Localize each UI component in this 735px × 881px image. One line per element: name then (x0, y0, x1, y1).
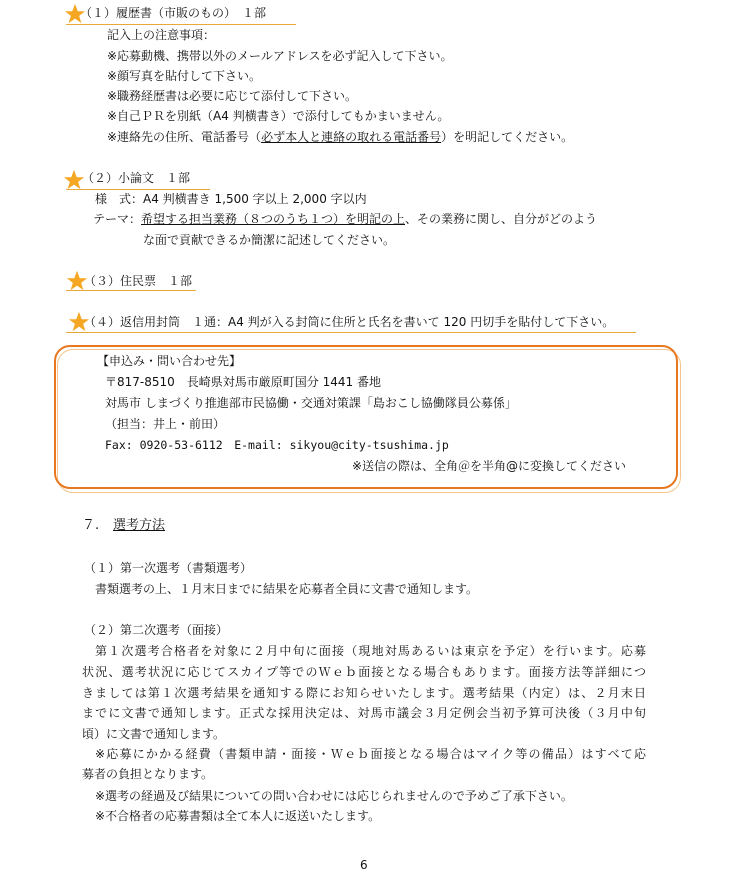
heading-underline (66, 290, 196, 291)
inquiry-note: ※選考の経過及び結果についての問い合わせには応じられませんので予めご了承下さい。 (95, 789, 573, 803)
resume-note: ※自己ＰＲを別紙（A4 判横書き）で添付してもかまいません。 (107, 109, 450, 123)
resume-note-contact (107, 129, 573, 145)
resume-note: ※職務経歴書は必要に応じて添付して下さい。 (107, 89, 358, 103)
stage2-line: 第１次選考合格者を対象に２月中旬に面接（現地対馬あるいは東京を予定）を行います。応募 (95, 644, 646, 658)
resume-note: ※応募動機、携帯以外のメールアドレスを必ず記入して下さい。 (107, 49, 453, 63)
essay-theme-underlined: 希望する担当業務（８つのうち１つ）を明記の上 (141, 212, 406, 226)
heading-underline (66, 332, 636, 333)
stage2-line: 頃）に文書で通知します。 (82, 727, 226, 741)
item-heading-essay: （２）小論文 １部 (82, 171, 191, 185)
essay-theme-label: テーマ： (93, 212, 142, 226)
item-heading-resume: （１）履歴書（市販のもの） １部 (80, 6, 267, 20)
essay-format-label: 様 式： (95, 192, 144, 206)
essay-theme-line2: な面で貢献できるか簡潔に記述してください。 (143, 233, 396, 247)
contact-note-underlined: 必ず本人と連絡の取れる電話番号 (261, 130, 442, 144)
stage2-line: 状況、選考状況に応じてスカイプ等でのＷｅｂ面接となる場合もあります。面接方法等詳細につ (82, 665, 646, 679)
contact-address: 〒817-8510 長崎県対馬市厳原町国分 1441 番地 (105, 375, 381, 389)
item-heading-resident-card: （３）住民票 １部 (84, 274, 193, 288)
page-number: 6 (360, 858, 368, 872)
contact-note-pre: ※連絡先の住所、電話番号（ (107, 130, 262, 144)
resume-notes-heading: 記入上の注意事項： (107, 28, 216, 42)
essay-theme-rest: 、その業務に関し、自分がどのよう (405, 212, 598, 226)
contact-department: 対馬市 しまづくり推進部市民協働・交通対策課「島おこし協働隊員公募係」 (105, 396, 517, 410)
contact-fax-email: Fax: 0920-53-6112 E-mail: sikyou@city-tsushima.jp (105, 438, 449, 452)
item-heading-return-envelope: （４）返信用封筒 １通：A4 判が入る封筒に住所と氏名を書いて 120 円切手を貼付して下さい。 (84, 315, 615, 329)
essay-theme (93, 211, 597, 227)
stage1-heading: （１）第一次選考（書類選考） (84, 561, 253, 575)
contact-note: ※送信の際は、全角＠を半角@に変換してください (352, 459, 627, 473)
resume-note: ※顔写真を貼付して下さい。 (107, 69, 262, 83)
contact-person: （担当：井上・前田） (105, 417, 226, 431)
return-note: ※不合格者の応募書類は全て本人に返送いたします。 (95, 809, 381, 823)
essay-format-value: A4 判横書き 1,500 字以上 2,000 字以内 (143, 192, 367, 206)
contact-title: 【申込み・問い合わせ先】 (97, 354, 242, 368)
expense-note: 募者の負担となります。 (82, 767, 214, 781)
heading-underline (66, 189, 210, 190)
expense-note: ※応募にかかる経費（書類申請・面接・Ｗｅｂ面接となる場合はマイク等の備品）はすべて応 (95, 747, 646, 761)
stage2-heading: （２）第二次選考（面接） (84, 623, 229, 637)
stage2-line: きましては第１次選考結果を通知する際にお知らせいたします。選考結果（内定）は、２月末日 (82, 686, 646, 700)
section-number: ７. (82, 518, 100, 533)
heading-underline (66, 24, 296, 25)
stage2-line: までに文書で通知します。正式な採用決定は、対馬市議会３月定例会当初予算可決後（３月中旬 (82, 706, 646, 720)
stage1-text: 書類選考の上、１月末日までに結果を応募者全員に文書で通知します。 (95, 582, 479, 596)
essay-format (95, 191, 367, 207)
section-title: 選考方法 (113, 518, 166, 533)
contact-note-post: ）を明記してください。 (441, 130, 574, 144)
